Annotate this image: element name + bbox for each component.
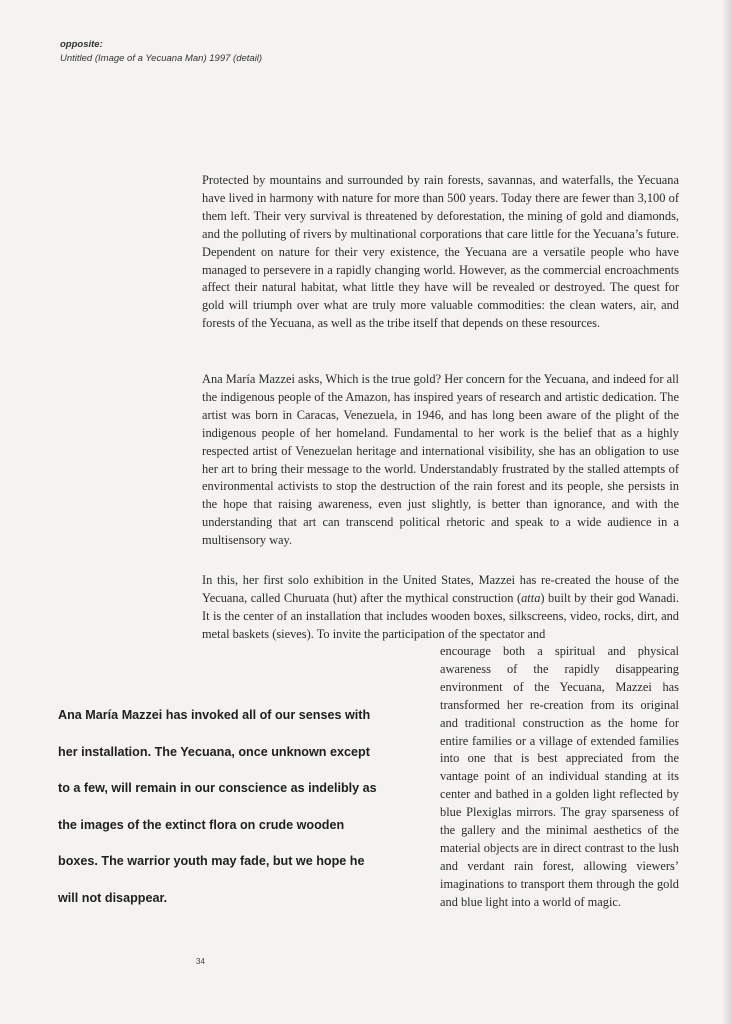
paragraph-3-text-b: ) built by their god Wanadi. It is the center of an installation that includes wooden boxes, silkscreens, video, rocks, dirt, and metal baskets (sieves). To invite the participation of the spectator and bbox=[202, 590, 679, 641]
caption-label: opposite: bbox=[60, 39, 103, 50]
paragraph-3-italic-term: atta bbox=[521, 590, 541, 605]
page-edge-shadow bbox=[722, 0, 732, 1024]
caption-description: Untitled (Image of a Yecuana Man) 1997 (detail) bbox=[60, 53, 263, 64]
page-number: 34 bbox=[196, 957, 205, 966]
paragraph-3-continuation: encourage both a spiritual and physical awareness of the rapidly disappearing environment of the Yecuana, Mazzei has transformed her re-creation from its original and traditional construction as the home for entire families or a village of extended families into one that is best appreciated from the vantage point of an individual standing at its center and bathed in a golden light reflected by blue Plexiglas mirrors. The gray sparseness of the gallery and the minimal aesthetics of the material objects are in direct contrast to the lush and verdant rain forest, allowing viewers’ imaginations to transport them through the gold and blue light into a world of magic. bbox=[440, 644, 679, 909]
photo-caption bbox=[60, 38, 262, 66]
paragraph-1: Protected by mountains and surrounded by rain forests, savannas, and waterfalls, the Yecuana have lived in harmony with nature for more than 500 years. Today there are fewer than 3,100 of them left. Their very survival is threatened by deforestation, the mining of gold and diamonds, and the polluting of rivers by multinational corporations that care little for the Yecuana’s future. Dependent on nature for their very existence, the Yecuana are a versatile people who have managed to persevere in a rapidly changing world. However, as the commercial encroachments affect their natural habitat, what little they have will be revealed or destroyed. The quest for gold will triumph over what are truly more valuable commodities: the clean waters, air, and forests of the Yecuana, as well as the tribe itself that depends on these resources. bbox=[202, 173, 679, 331]
pull-quote: Ana María Mazzei has invoked all of our senses with her installation. The Yecuana, once unknown except to a few, will remain in our conscience as indelibly as the images of the extinct flora on crude wooden boxes. The warrior youth may fade, but we hope he will not disappear. bbox=[58, 708, 377, 905]
paragraph-3 bbox=[202, 572, 679, 644]
paragraph-3-text-a: In this, her first solo exhibition in the United States, Mazzei has re-created the house of the Yecuana, called Churuata (hut) after the mythical construction ( bbox=[202, 573, 679, 605]
paragraph-2: Ana María Mazzei asks, Which is the true gold? Her concern for the Yecuana, and indeed for all the indigenous people of the Amazon, has inspired years of research and artistic dedication. The artist was born in Caracas, Venezuela, in 1946, and has long been aware of the plight of the indigenous people of her homeland. Fundamental to her work is the belief that as a highly respected artist of Venezuelan heritage and international visibility, she has an obligation to use her art to bring their message to the world. Understandably frustrated by the stalled attempts of environmental activists to stop the destruction of the rain forest and its people, she persists in the hope that raising awareness, even just slightly, is better than ignorance, and with the understanding that art can transcend political rhetoric and speak to a wide audience in a multisensory way. bbox=[202, 372, 679, 548]
